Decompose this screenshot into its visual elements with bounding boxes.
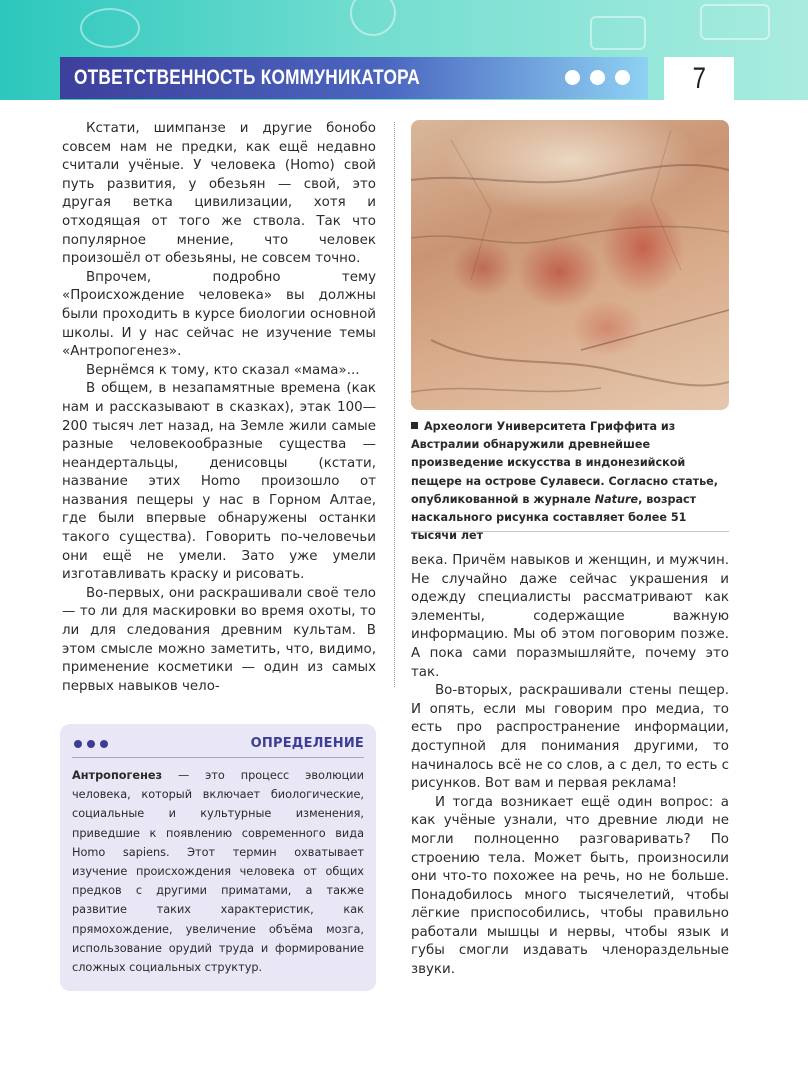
dot	[565, 70, 580, 85]
rock-cracks	[411, 120, 729, 410]
definition-title: ОПРЕДЕЛЕНИЕ	[250, 736, 364, 751]
globe-icon	[80, 8, 140, 48]
caption-text-end: , возраст наскального рисунка составляет более 51 тысячи лет	[411, 492, 697, 543]
paragraph: Впрочем, подробно тему «Происхождение человека» вы должны были проходить в курсе биологии основной школы. И у нас сейчас не изучение темы «Антропогенез».	[62, 269, 376, 360]
column-divider	[394, 122, 395, 687]
dot	[87, 740, 95, 748]
section-title: ОТВЕТСТВЕННОСТЬ КОММУНИКАТОРА	[74, 66, 420, 89]
page-number: 7	[692, 61, 706, 95]
paragraph: И тогда возникает ещё один вопрос: а как учёные узнали, что древние люди не могли полноценно разговаривать? По строению тела. Может быть, произносили они что-то похожее на речь, но не больше. Понадобилось много тысячелетий, чтобы лёгкие приспособились, чтобы правильно работали мышцы и нервы, чтобы язык и губы смогли издавать членораздельные звуки.	[411, 794, 729, 978]
caption-rule	[411, 531, 729, 532]
journal-name: Nature	[594, 492, 639, 506]
caption-text: Археологи Университета Гриффита из Австралии обнаружили древнейшее произведение искусства в индонезийской пещере на острове Сулавеси. Согласно статье, опубликованной в журнале	[411, 420, 719, 506]
definition-body: — это процесс эволюции человека, который включает биологические, социальные и культурные изменения, приведшие к появлению современного вида Homo sapiens. Этот термин охватывает изучение происхождения человека от общих предков с другими приматами, а также развитие таких характеристик, как прямохождение, увеличение объёма мозга, использование орудий труда и формирование сложных социальных структур.	[72, 769, 364, 975]
left-column-text	[62, 120, 376, 696]
definition-header	[72, 736, 364, 758]
dots-icon	[74, 740, 108, 748]
window-decoration	[590, 16, 646, 50]
paragraph: Во-вторых, раскрашивали стены пещер. И опять, если мы говорим про медиа, то есть про распространение информации, доступной для понимания другими, то начиналось всё не со слов, а с дел, то есть с рисунков. Вот вам и первая реклама!	[411, 683, 729, 792]
dots-decoration	[565, 70, 630, 85]
dot	[615, 70, 630, 85]
section-band	[60, 57, 648, 99]
network-icon	[700, 4, 770, 40]
dot	[74, 740, 82, 748]
photo-caption	[411, 418, 729, 545]
circle-decoration	[350, 0, 396, 36]
bullet-icon	[411, 422, 418, 429]
definition-term: Антропогенез	[72, 769, 163, 782]
paragraph: В общем, в незапамятные времена (как нам и рассказывают в сказках), этак 100—200 тысяч лет назад, на Земле жили самые разные человекообразные существа — неандертальцы, денисовцы (кстати, название этих Homo произошло от названия пещеры у нас в Горном Алтае, где были впервые обнаружены останки такого существа). Говорить по-человечьи они ещё не умели. Зато уже умели изготавливать краску и рисовать.	[62, 381, 376, 583]
paragraph: Вернёмся к тому, кто сказал «мама»...	[86, 362, 360, 378]
paragraph: Во-первых, они раскрашивали своё тело — то ли для маскировки во время охоты, то ли для следования древним культам. В этом смысле можно заметить, что, видимо, применение косметики — один из самых первых навыков чело-	[62, 585, 376, 694]
definition-box	[60, 724, 376, 991]
dot	[100, 740, 108, 748]
cave-painting-photo	[411, 120, 729, 410]
paragraph-continuation: века. Причём навыков и женщин, и мужчин. Не случайно даже сейчас украшения и одежду специалисты рассматривают как элементы, содержащие важную информацию. Мы об этом поговорим позже. А пока сами поразмышляйте, почему это так.	[411, 553, 729, 680]
page-number-box	[664, 57, 734, 100]
paragraph: Кстати, шимпанзе и другие бонобо совсем нам не предки, как ещё недавно считали учёные. У человека (Homo) свой путь развития, у обезьян — свой, это другая ветка цивилизации, хотя и отходящая от того же ствола. Так что популярное мнение, что человек произошёл от обезьяны, не совсем точно.	[62, 121, 376, 267]
definition-text	[72, 766, 364, 977]
right-column-text	[411, 552, 729, 980]
dot	[590, 70, 605, 85]
